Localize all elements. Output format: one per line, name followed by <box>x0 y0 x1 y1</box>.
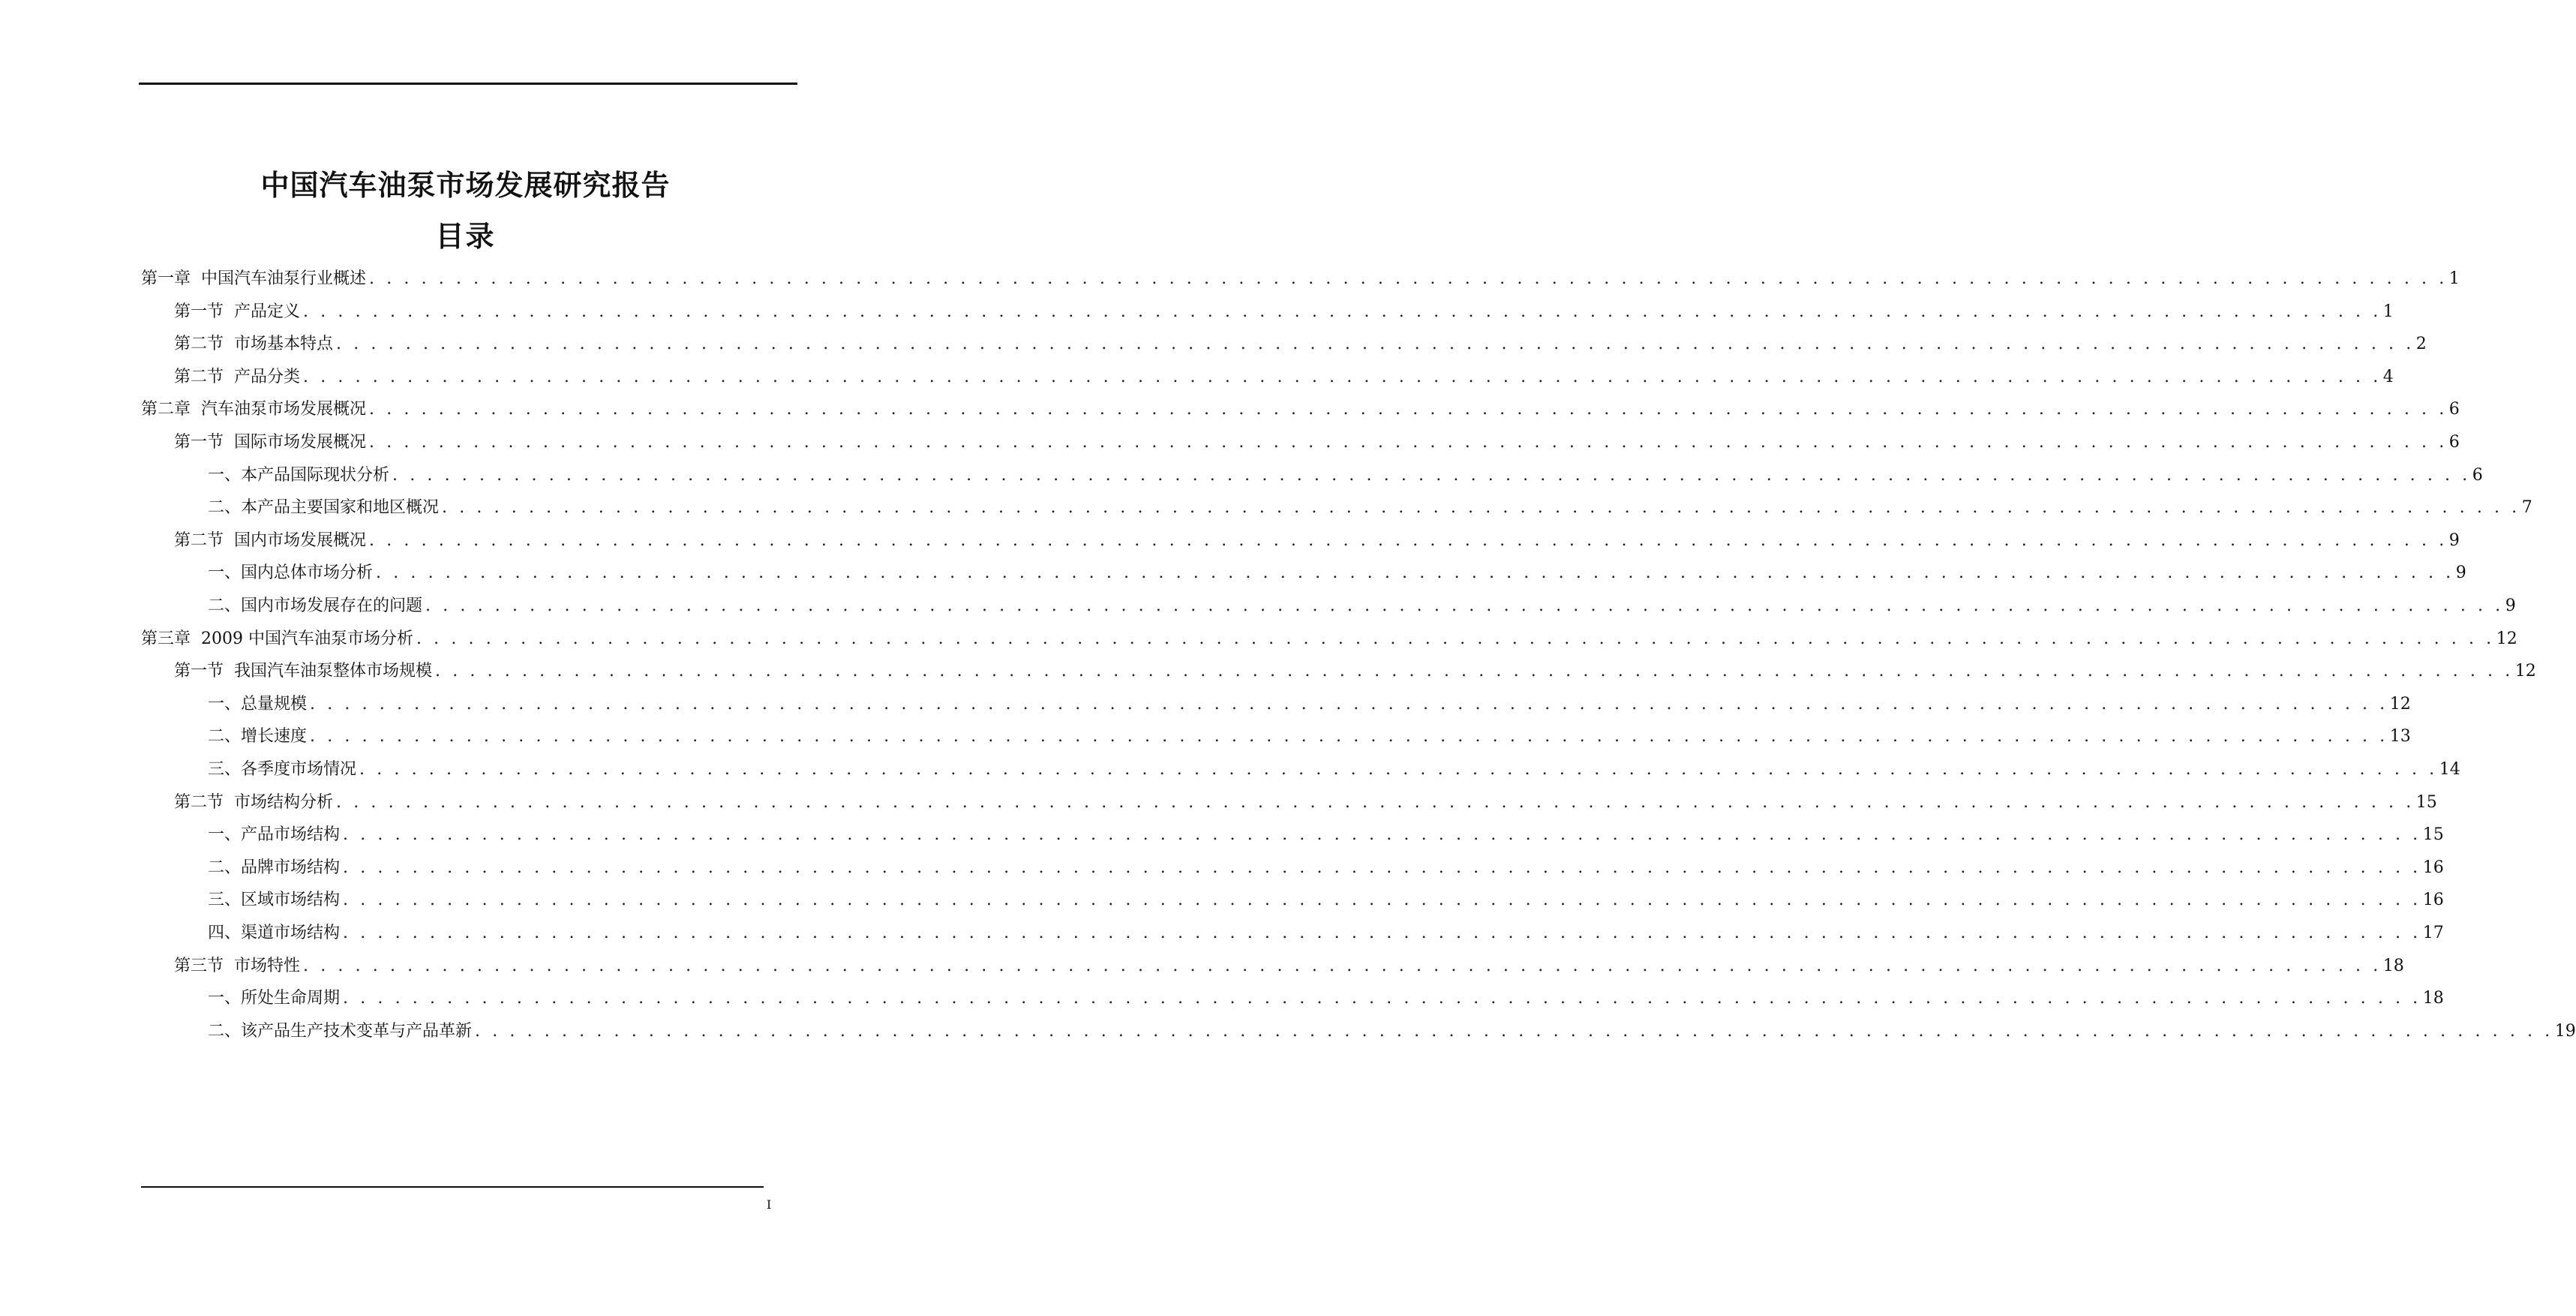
toc-dot-leader: . . . . . . . . . . . . . . . . . . . . . . . . . . . . . . . . . . . . . . . . . . . . . . . . . . . . . . . . . . . . . . . . . . . . . . . . . . . . . . . . . . . . . . . . . . . . . . . . . . . . . . . . . . . . . . . . . . . . . . . . <box>369 269 2448 288</box>
toc-dot-leader: . . . . . . . . . . . . . . . . . . . . . . . . . . . . . . . . . . . . . . . . . . . . . . . . . . . . . . . . . . . . . . . . . . . . . . . . . . . . . . . . . . . . . . . . . . . . . . . . . . . . . . . . . . . . . . . . . . . . . . . . <box>303 302 2382 321</box>
toc-entry[interactable] <box>208 722 2411 752</box>
toc-entry-title: 三、区域市场结构 <box>208 891 341 910</box>
toc-entry[interactable] <box>208 853 2444 883</box>
toc-entry[interactable] <box>174 362 2394 392</box>
toc-entry-page: 9 <box>2505 596 2516 615</box>
toc-entry-title: 三、各季度市场情况 <box>208 760 357 779</box>
toc-dot-leader: . . . . . . . . . . . . . . . . . . . . . . . . . . . . . . . . . . . . . . . . . . . . . . . . . . . . . . . . . . . . . . . . . . . . . . . . . . . . . . . . . . . . . . . . . . . . . . . . . . . . . . . . . . . . . . . . . . . . . . . . <box>442 498 2520 518</box>
toc-entry-number: 第二节 <box>174 792 224 812</box>
toc-entry[interactable] <box>174 526 2460 556</box>
toc-dot-leader: . . . . . . . . . . . . . . . . . . . . . . . . . . . . . . . . . . . . . . . . . . . . . . . . . . . . . . . . . . . . . . . . . . . . . . . . . . . . . . . . . . . . . . . . . . . . . . . . . . . . . . . . . . . . . . . . . . . . . . . . <box>475 1021 2553 1041</box>
toc-dot-leader: . . . . . . . . . . . . . . . . . . . . . . . . . . . . . . . . . . . . . . . . . . . . . . . . . . . . . . . . . . . . . . . . . . . . . . . . . . . . . . . . . . . . . . . . . . . . . . . . . . . . . . . . . . . . . . . . . . . . . . . . <box>336 335 2415 354</box>
toc-entry-page: 9 <box>2455 563 2466 583</box>
toc-entry-title: 我国汽车油泵整体市场规模 <box>234 662 433 681</box>
toc-entry[interactable] <box>208 558 2466 588</box>
toc-dot-leader: . . . . . . . . . . . . . . . . . . . . . . . . . . . . . . . . . . . . . . . . . . . . . . . . . . . . . . . . . . . . . . . . . . . . . . . . . . . . . . . . . . . . . . . . . . . . . . . . . . . . . . . . . . . . . . . . . . . . . . . . <box>343 825 2421 845</box>
toc-entry-page: 6 <box>2448 400 2460 419</box>
toc-dot-leader: . . . . . . . . . . . . . . . . . . . . . . . . . . . . . . . . . . . . . . . . . . . . . . . . . . . . . . . . . . . . . . . . . . . . . . . . . . . . . . . . . . . . . . . . . . . . . . . . . . . . . . . . . . . . . . . . . . . . . . . . <box>435 662 2514 681</box>
footer-rule <box>141 1186 764 1188</box>
toc-entry-page: 12 <box>2389 694 2411 714</box>
toc-dot-leader: . . . . . . . . . . . . . . . . . . . . . . . . . . . . . . . . . . . . . . . . . . . . . . . . . . . . . . . . . . . . . . . . . . . . . . . . . . . . . . . . . . . . . . . . . . . . . . . . . . . . . . . . . . . . . . . . . . . . . . . . <box>425 596 2504 615</box>
toc-entry[interactable] <box>208 591 2516 621</box>
toc-entry-page: 6 <box>2448 433 2460 452</box>
toc-dot-leader: . . . . . . . . . . . . . . . . . . . . . . . . . . . . . . . . . . . . . . . . . . . . . . . . . . . . . . . . . . . . . . . . . . . . . . . . . . . . . . . . . . . . . . . . . . . . . . . . . . . . . . . . . . . . . . . . . . . . . . . . <box>303 956 2382 975</box>
toc-entry-title: 产品定义 <box>234 302 301 321</box>
toc-entry-title: 汽车油泵市场发展概况 <box>201 400 367 419</box>
toc-entry-page: 2 <box>2415 335 2427 354</box>
footer-page-number: I <box>766 1197 772 1212</box>
toc-entry-page: 14 <box>2439 760 2460 779</box>
toc-entry-page: 13 <box>2389 727 2411 747</box>
toc-dot-leader: . . . . . . . . . . . . . . . . . . . . . . . . . . . . . . . . . . . . . . . . . . . . . . . . . . . . . . . . . . . . . . . . . . . . . . . . . . . . . . . . . . . . . . . . . . . . . . . . . . . . . . . . . . . . . . . . . . . . . . . . <box>376 563 2454 583</box>
toc-entry-number: 第二节 <box>174 335 224 354</box>
toc-entry[interactable] <box>208 1017 2576 1047</box>
header-rule <box>139 83 797 85</box>
toc-entry-title: 二、国内市场发展存在的问题 <box>208 596 423 615</box>
toc-entry-page: 16 <box>2422 891 2444 910</box>
toc-entry-page: 18 <box>2422 989 2444 1008</box>
toc-entry-page: 17 <box>2422 924 2444 942</box>
toc-entry-number: 第一章 <box>141 269 191 288</box>
toc-entry[interactable] <box>174 297 2394 327</box>
toc-entry-page: 1 <box>2382 302 2394 321</box>
toc-entry[interactable] <box>174 951 2404 981</box>
toc-entry[interactable] <box>208 755 2460 785</box>
toc-entry[interactable] <box>208 493 2532 523</box>
toc-entry-title: 2009 中国汽车油泵市场分析 <box>201 629 413 648</box>
toc-entry-title: 市场特性 <box>234 956 301 975</box>
toc-dot-leader: . . . . . . . . . . . . . . . . . . . . . . . . . . . . . . . . . . . . . . . . . . . . . . . . . . . . . . . . . . . . . . . . . . . . . . . . . . . . . . . . . . . . . . . . . . . . . . . . . . . . . . . . . . . . . . . . . . . . . . . . <box>416 629 2495 648</box>
toc-entry[interactable] <box>208 885 2444 915</box>
document-title: 中国汽车油泵市场发展研究报告 <box>260 169 671 202</box>
toc-entry[interactable] <box>141 624 2517 654</box>
toc-entry[interactable] <box>174 788 2437 818</box>
toc-entry-page: 19 <box>2554 1021 2576 1041</box>
toc-entry-title: 国内市场发展概况 <box>234 530 367 550</box>
toc-entry-page: 6 <box>2472 465 2483 485</box>
toc-entry[interactable] <box>174 656 2536 687</box>
toc-entry-title: 市场结构分析 <box>234 792 334 812</box>
toc-dot-leader: . . . . . . . . . . . . . . . . . . . . . . . . . . . . . . . . . . . . . . . . . . . . . . . . . . . . . . . . . . . . . . . . . . . . . . . . . . . . . . . . . . . . . . . . . . . . . . . . . . . . . . . . . . . . . . . . . . . . . . . . <box>310 727 2388 747</box>
toc-entry[interactable] <box>174 329 2427 359</box>
toc-entry-number: 第二章 <box>141 400 191 419</box>
toc-entry-title: 产品分类 <box>234 367 301 386</box>
toc-entry-title: 一、产品市场结构 <box>208 825 341 845</box>
toc-entry[interactable] <box>208 461 2483 491</box>
toc-dot-leader: . . . . . . . . . . . . . . . . . . . . . . . . . . . . . . . . . . . . . . . . . . . . . . . . . . . . . . . . . . . . . . . . . . . . . . . . . . . . . . . . . . . . . . . . . . . . . . . . . . . . . . . . . . . . . . . . . . . . . . . . <box>369 530 2448 550</box>
toc-entry-page: 16 <box>2422 858 2444 877</box>
toc-entry-page: 15 <box>2415 792 2437 812</box>
toc-entry-title: 一、所处生命周期 <box>208 989 341 1008</box>
toc-dot-leader: . . . . . . . . . . . . . . . . . . . . . . . . . . . . . . . . . . . . . . . . . . . . . . . . . . . . . . . . . . . . . . . . . . . . . . . . . . . . . . . . . . . . . . . . . . . . . . . . . . . . . . . . . . . . . . . . . . . . . . . . <box>369 433 2448 452</box>
toc-dot-leader: . . . . . . . . . . . . . . . . . . . . . . . . . . . . . . . . . . . . . . . . . . . . . . . . . . . . . . . . . . . . . . . . . . . . . . . . . . . . . . . . . . . . . . . . . . . . . . . . . . . . . . . . . . . . . . . . . . . . . . . . <box>310 694 2388 714</box>
toc-entry-title: 二、本产品主要国家和地区概况 <box>208 498 440 518</box>
toc-entry-page: 12 <box>2496 629 2517 648</box>
toc-dot-leader: . . . . . . . . . . . . . . . . . . . . . . . . . . . . . . . . . . . . . . . . . . . . . . . . . . . . . . . . . . . . . . . . . . . . . . . . . . . . . . . . . . . . . . . . . . . . . . . . . . . . . . . . . . . . . . . . . . . . . . . . <box>343 858 2421 877</box>
toc-dot-leader: . . . . . . . . . . . . . . . . . . . . . . . . . . . . . . . . . . . . . . . . . . . . . . . . . . . . . . . . . . . . . . . . . . . . . . . . . . . . . . . . . . . . . . . . . . . . . . . . . . . . . . . . . . . . . . . . . . . . . . . . <box>343 924 2421 942</box>
toc-dot-leader: . . . . . . . . . . . . . . . . . . . . . . . . . . . . . . . . . . . . . . . . . . . . . . . . . . . . . . . . . . . . . . . . . . . . . . . . . . . . . . . . . . . . . . . . . . . . . . . . . . . . . . . . . . . . . . . . . . . . . . . . <box>343 989 2421 1008</box>
toc-entry-title: 市场基本特点 <box>234 335 334 354</box>
toc-entry[interactable] <box>208 820 2444 850</box>
toc-entry-title: 四、渠道市场结构 <box>208 924 341 942</box>
toc-entry-page: 4 <box>2382 367 2394 386</box>
toc-entry-page: 9 <box>2448 530 2460 550</box>
toc-entry-number: 第二节 <box>174 367 224 386</box>
toc-entry-title: 一、国内总体市场分析 <box>208 563 374 583</box>
toc-entry-page: 1 <box>2448 269 2460 288</box>
toc-entry-title: 二、增长速度 <box>208 727 308 747</box>
toc-dot-leader: . . . . . . . . . . . . . . . . . . . . . . . . . . . . . . . . . . . . . . . . . . . . . . . . . . . . . . . . . . . . . . . . . . . . . . . . . . . . . . . . . . . . . . . . . . . . . . . . . . . . . . . . . . . . . . . . . . . . . . . . <box>343 891 2421 910</box>
toc-dot-leader: . . . . . . . . . . . . . . . . . . . . . . . . . . . . . . . . . . . . . . . . . . . . . . . . . . . . . . . . . . . . . . . . . . . . . . . . . . . . . . . . . . . . . . . . . . . . . . . . . . . . . . . . . . . . . . . . . . . . . . . . <box>336 792 2415 812</box>
toc-dot-leader: . . . . . . . . . . . . . . . . . . . . . . . . . . . . . . . . . . . . . . . . . . . . . . . . . . . . . . . . . . . . . . . . . . . . . . . . . . . . . . . . . . . . . . . . . . . . . . . . . . . . . . . . . . . . . . . . . . . . . . . . <box>303 367 2382 386</box>
toc-entry-number: 第一节 <box>174 662 224 681</box>
toc-entry-page: 15 <box>2422 825 2444 845</box>
toc-heading: 目录 <box>435 220 496 253</box>
toc-entry-title: 一、本产品国际现状分析 <box>208 465 390 485</box>
toc-entry-number: 第一节 <box>174 433 224 452</box>
toc-entry[interactable] <box>208 984 2444 1014</box>
toc-entry[interactable] <box>174 428 2460 458</box>
toc-entry-title: 中国汽车油泵行业概述 <box>201 269 367 288</box>
toc-entry-number: 第三章 <box>141 629 191 648</box>
toc-entry[interactable] <box>208 918 2444 948</box>
toc-dot-leader: . . . . . . . . . . . . . . . . . . . . . . . . . . . . . . . . . . . . . . . . . . . . . . . . . . . . . . . . . . . . . . . . . . . . . . . . . . . . . . . . . . . . . . . . . . . . . . . . . . . . . . . . . . . . . . . . . . . . . . . . <box>369 400 2448 419</box>
toc-entry-page: 18 <box>2382 956 2404 975</box>
toc-dot-leader: . . . . . . . . . . . . . . . . . . . . . . . . . . . . . . . . . . . . . . . . . . . . . . . . . . . . . . . . . . . . . . . . . . . . . . . . . . . . . . . . . . . . . . . . . . . . . . . . . . . . . . . . . . . . . . . . . . . . . . . . <box>359 760 2438 779</box>
toc-entry-title: 二、品牌市场结构 <box>208 858 341 877</box>
toc-entry[interactable] <box>208 690 2411 720</box>
toc-entry-number: 第三节 <box>174 956 224 975</box>
toc-entry-title: 国际市场发展概况 <box>234 433 367 452</box>
toc-entry-number: 第二节 <box>174 530 224 550</box>
toc-entry-page: 7 <box>2521 498 2532 518</box>
toc-entry-title: 二、该产品生产技术变革与产品革新 <box>208 1021 473 1041</box>
toc-entry-number: 第一节 <box>174 302 224 321</box>
toc-entry-page: 12 <box>2514 662 2536 681</box>
toc-entry[interactable] <box>141 395 2460 425</box>
toc-entry-title: 一、总量规模 <box>208 694 308 714</box>
toc-entry[interactable] <box>141 264 2460 294</box>
toc-dot-leader: . . . . . . . . . . . . . . . . . . . . . . . . . . . . . . . . . . . . . . . . . . . . . . . . . . . . . . . . . . . . . . . . . . . . . . . . . . . . . . . . . . . . . . . . . . . . . . . . . . . . . . . . . . . . . . . . . . . . . . . . <box>392 465 2471 485</box>
